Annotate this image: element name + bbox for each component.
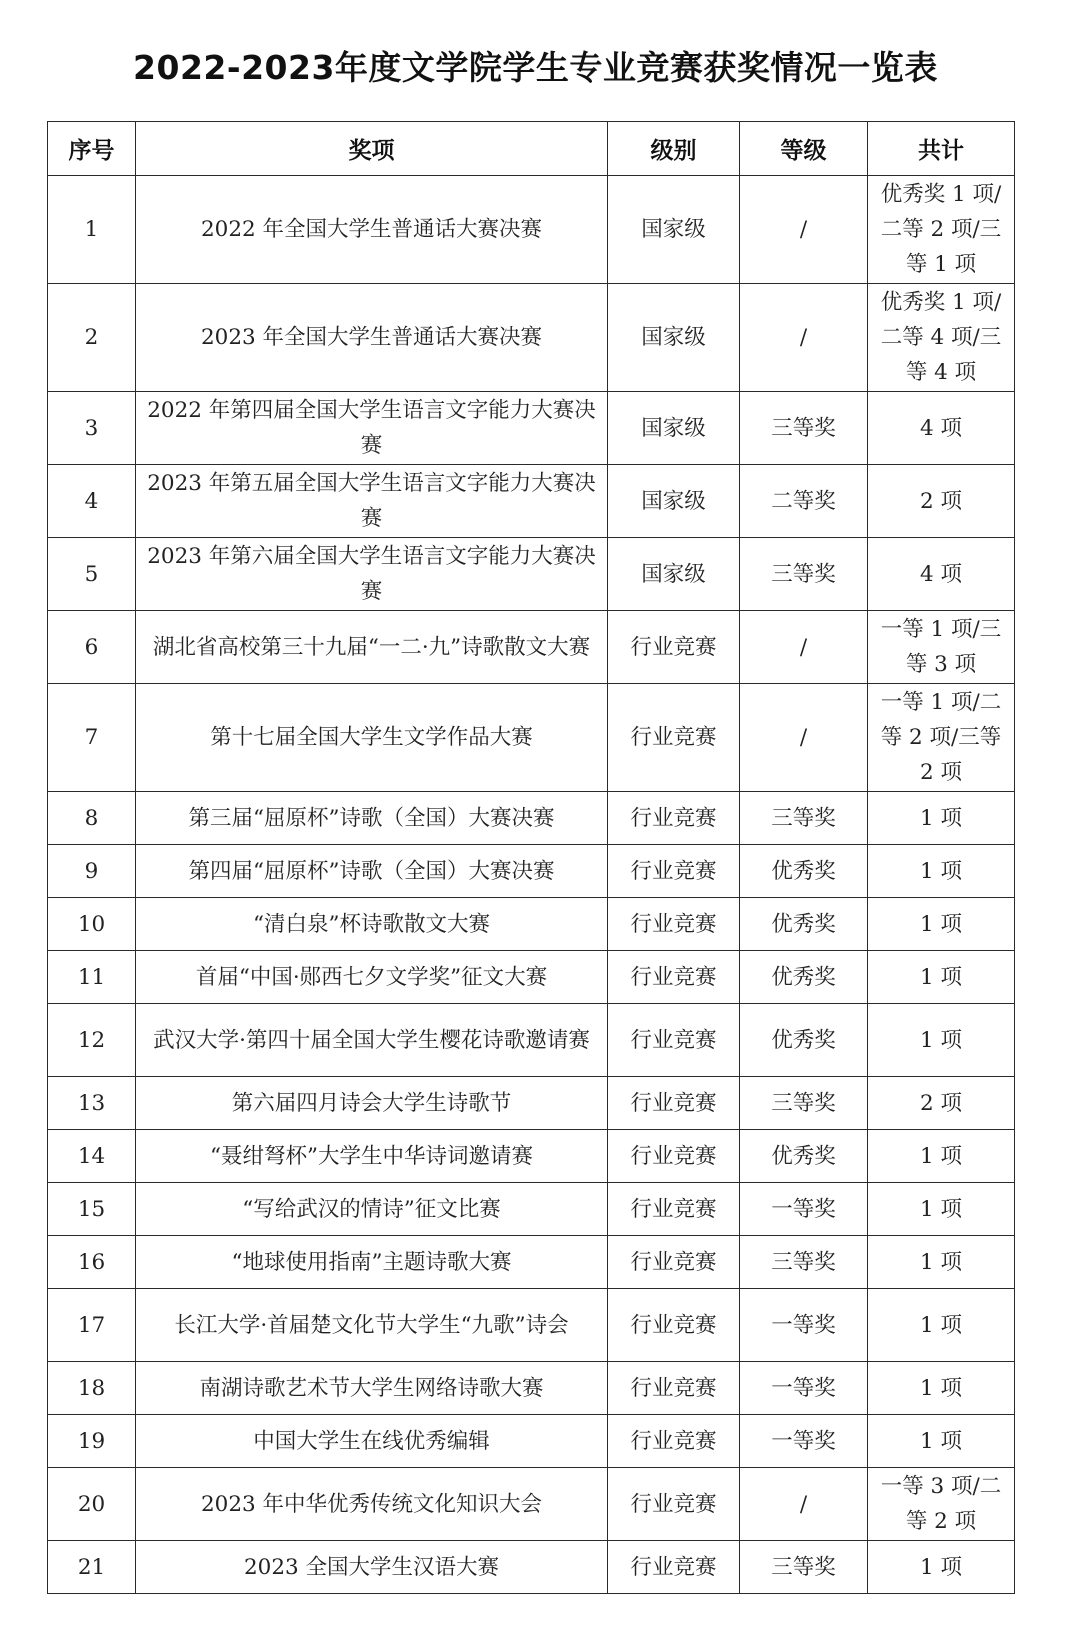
table-row <box>48 465 1015 538</box>
row-grade: 优秀奖 <box>740 951 868 1004</box>
row-level: 国家级 <box>608 465 740 538</box>
row-level: 行业竞赛 <box>608 898 740 951</box>
row-award: 武汉大学·第四十届全国大学生樱花诗歌邀请赛 <box>136 1004 608 1077</box>
row-level: 行业竞赛 <box>608 845 740 898</box>
row-award: 2023 年中华优秀传统文化知识大会 <box>136 1468 608 1541</box>
row-total: 1 项 <box>868 1541 1015 1594</box>
row-index: 10 <box>48 898 136 951</box>
table-row <box>48 951 1015 1004</box>
row-total: 2 项 <box>868 465 1015 538</box>
row-award: 2023 年第六届全国大学生语言文字能力大赛决赛 <box>136 538 608 611</box>
row-level: 国家级 <box>608 284 740 392</box>
row-grade: 优秀奖 <box>740 1004 868 1077</box>
row-total: 1 项 <box>868 898 1015 951</box>
row-index: 5 <box>48 538 136 611</box>
row-index: 14 <box>48 1130 136 1183</box>
row-level: 行业竞赛 <box>608 1077 740 1130</box>
row-grade: / <box>740 1468 868 1541</box>
table-row <box>48 538 1015 611</box>
row-total: 优秀奖 1 项/二等 4 项/三等 4 项 <box>868 284 1015 392</box>
row-index: 11 <box>48 951 136 1004</box>
row-index: 3 <box>48 392 136 465</box>
row-level: 行业竞赛 <box>608 1468 740 1541</box>
row-level: 国家级 <box>608 176 740 284</box>
row-index: 21 <box>48 1541 136 1594</box>
row-grade: 优秀奖 <box>740 898 868 951</box>
row-grade: 三等奖 <box>740 392 868 465</box>
row-grade: 优秀奖 <box>740 845 868 898</box>
row-award: “写给武汉的情诗”征文比赛 <box>136 1183 608 1236</box>
row-total: 1 项 <box>868 1289 1015 1362</box>
table-row <box>48 1289 1015 1362</box>
row-level: 行业竞赛 <box>608 611 740 684</box>
row-grade: 二等奖 <box>740 465 868 538</box>
row-grade: 三等奖 <box>740 1236 868 1289</box>
table-row <box>48 284 1015 392</box>
row-award: 中国大学生在线优秀编辑 <box>136 1415 608 1468</box>
row-grade: / <box>740 611 868 684</box>
row-award: 长江大学·首届楚文化节大学生“九歌”诗会 <box>136 1289 608 1362</box>
row-award: 第四届“屈原杯”诗歌（全国）大赛决赛 <box>136 845 608 898</box>
row-total: 2 项 <box>868 1077 1015 1130</box>
row-level: 行业竞赛 <box>608 1541 740 1594</box>
row-level: 行业竞赛 <box>608 1130 740 1183</box>
table-row <box>48 792 1015 845</box>
table-row <box>48 1541 1015 1594</box>
row-award: 2022 年第四届全国大学生语言文字能力大赛决赛 <box>136 392 608 465</box>
row-level: 行业竞赛 <box>608 1362 740 1415</box>
row-level: 行业竞赛 <box>608 1415 740 1468</box>
table-row <box>48 392 1015 465</box>
row-total: 1 项 <box>868 1415 1015 1468</box>
header-award: 奖项 <box>136 122 608 176</box>
row-index: 16 <box>48 1236 136 1289</box>
row-grade: 三等奖 <box>740 538 868 611</box>
row-total: 1 项 <box>868 1236 1015 1289</box>
awards-table <box>47 121 1015 1594</box>
row-total: 1 项 <box>868 1130 1015 1183</box>
row-total: 4 项 <box>868 538 1015 611</box>
row-award: 2023 年全国大学生普通话大赛决赛 <box>136 284 608 392</box>
table-row <box>48 898 1015 951</box>
table-row <box>48 1004 1015 1077</box>
row-index: 15 <box>48 1183 136 1236</box>
table-row <box>48 845 1015 898</box>
row-index: 6 <box>48 611 136 684</box>
page-title: 2022-2023年度文学院学生专业竞赛获奖情况一览表 <box>133 48 938 87</box>
header-total: 共计 <box>868 122 1015 176</box>
row-total: 1 项 <box>868 1183 1015 1236</box>
row-index: 2 <box>48 284 136 392</box>
row-award: 2022 年全国大学生普通话大赛决赛 <box>136 176 608 284</box>
row-index: 4 <box>48 465 136 538</box>
row-level: 行业竞赛 <box>608 1236 740 1289</box>
row-index: 19 <box>48 1415 136 1468</box>
row-award: 首届“中国·郧西七夕文学奖”征文大赛 <box>136 951 608 1004</box>
table-row <box>48 611 1015 684</box>
row-grade: 一等奖 <box>740 1362 868 1415</box>
row-total: 一等 3 项/二等 2 项 <box>868 1468 1015 1541</box>
row-level: 行业竞赛 <box>608 1004 740 1077</box>
row-level: 行业竞赛 <box>608 792 740 845</box>
table-header-row <box>48 122 1015 176</box>
row-grade: 一等奖 <box>740 1183 868 1236</box>
row-grade: 优秀奖 <box>740 1130 868 1183</box>
table-row <box>48 1077 1015 1130</box>
row-total: 1 项 <box>868 845 1015 898</box>
row-award: “聂绀弩杯”大学生中华诗词邀请赛 <box>136 1130 608 1183</box>
row-award: 2023 年第五届全国大学生语言文字能力大赛决赛 <box>136 465 608 538</box>
table-row <box>48 1130 1015 1183</box>
row-total: 一等 1 项/三等 3 项 <box>868 611 1015 684</box>
header-level: 级别 <box>608 122 740 176</box>
row-grade: 三等奖 <box>740 1077 868 1130</box>
row-total: 1 项 <box>868 951 1015 1004</box>
row-level: 国家级 <box>608 538 740 611</box>
row-index: 8 <box>48 792 136 845</box>
table-row <box>48 1468 1015 1541</box>
row-award: 南湖诗歌艺术节大学生网络诗歌大赛 <box>136 1362 608 1415</box>
row-total: 4 项 <box>868 392 1015 465</box>
row-grade: 三等奖 <box>740 792 868 845</box>
row-index: 20 <box>48 1468 136 1541</box>
row-index: 17 <box>48 1289 136 1362</box>
row-total: 1 项 <box>868 1362 1015 1415</box>
table-row <box>48 1183 1015 1236</box>
row-total: 1 项 <box>868 1004 1015 1077</box>
row-index: 12 <box>48 1004 136 1077</box>
row-grade: 一等奖 <box>740 1415 868 1468</box>
row-award: 湖北省高校第三十九届“一二·九”诗歌散文大赛 <box>136 611 608 684</box>
table-row <box>48 176 1015 284</box>
row-award: 2023 全国大学生汉语大赛 <box>136 1541 608 1594</box>
row-index: 9 <box>48 845 136 898</box>
row-grade: / <box>740 176 868 284</box>
row-award: 第六届四月诗会大学生诗歌节 <box>136 1077 608 1130</box>
row-level: 行业竞赛 <box>608 1289 740 1362</box>
row-award: “清白泉”杯诗歌散文大赛 <box>136 898 608 951</box>
header-grade: 等级 <box>740 122 868 176</box>
row-total: 1 项 <box>868 792 1015 845</box>
table-row <box>48 1236 1015 1289</box>
row-grade: 三等奖 <box>740 1541 868 1594</box>
table-row <box>48 1415 1015 1468</box>
table-row <box>48 684 1015 792</box>
row-index: 18 <box>48 1362 136 1415</box>
header-index: 序号 <box>48 122 136 176</box>
row-level: 行业竞赛 <box>608 951 740 1004</box>
row-grade: / <box>740 684 868 792</box>
row-index: 13 <box>48 1077 136 1130</box>
row-level: 行业竞赛 <box>608 684 740 792</box>
row-index: 7 <box>48 684 136 792</box>
row-total: 一等 1 项/二等 2 项/三等 2 项 <box>868 684 1015 792</box>
row-award: “地球使用指南”主题诗歌大赛 <box>136 1236 608 1289</box>
row-index: 1 <box>48 176 136 284</box>
row-total: 优秀奖 1 项/二等 2 项/三等 1 项 <box>868 176 1015 284</box>
row-grade: / <box>740 284 868 392</box>
row-award: 第三届“屈原杯”诗歌（全国）大赛决赛 <box>136 792 608 845</box>
row-level: 国家级 <box>608 392 740 465</box>
table-row <box>48 1362 1015 1415</box>
row-level: 行业竞赛 <box>608 1183 740 1236</box>
row-award: 第十七届全国大学生文学作品大赛 <box>136 684 608 792</box>
row-grade: 一等奖 <box>740 1289 868 1362</box>
